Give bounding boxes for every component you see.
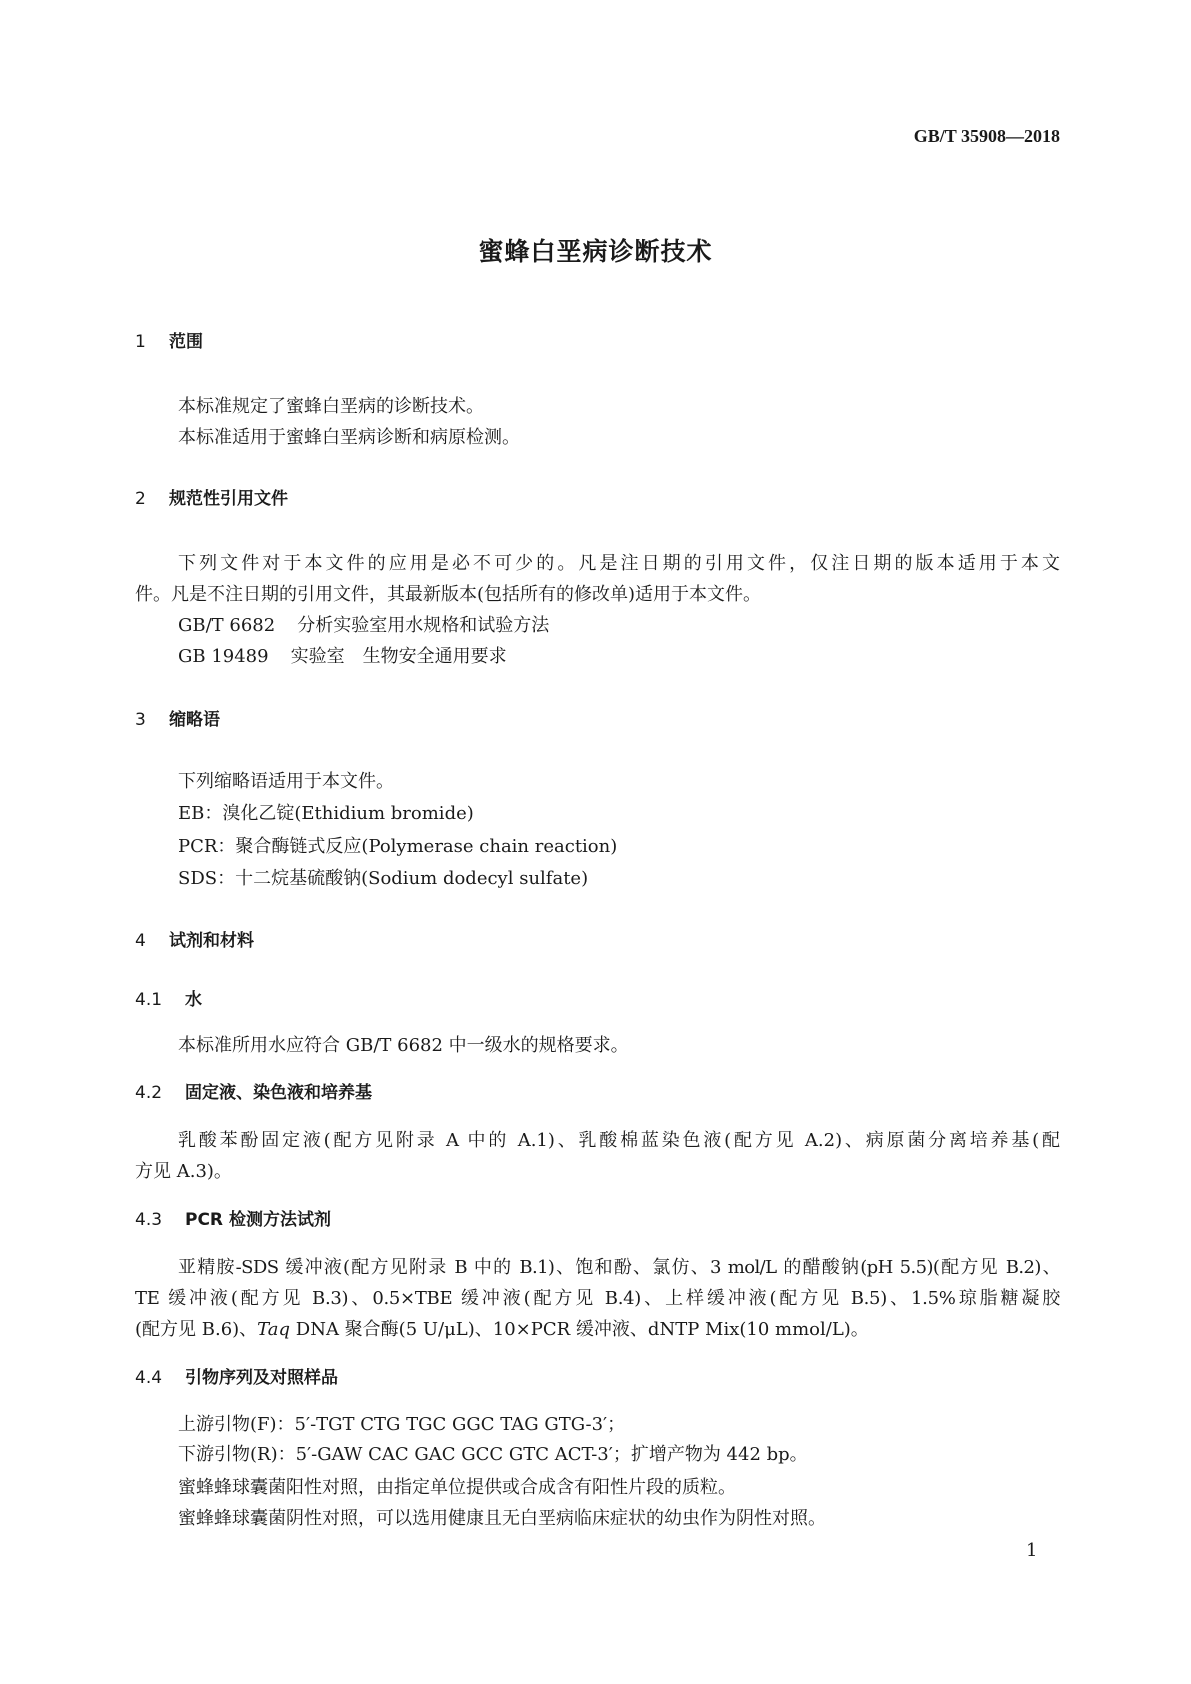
section-2-heading xyxy=(135,487,288,511)
positive-control: 蜜蜂蜂球囊菌阳性对照，由指定单位提供或合成含有阳性片段的质粒。 xyxy=(178,1477,736,1498)
text-run: (配方见 B.6)、 xyxy=(135,1319,258,1340)
section-title: 引物序列及对照样品 xyxy=(185,1368,338,1388)
page-number: 1 xyxy=(1026,1540,1038,1561)
section-title: 缩略语 xyxy=(169,710,220,730)
section-number: 4.4 xyxy=(135,1368,163,1388)
section-title: 范围 xyxy=(169,332,203,352)
section-title: 规范性引用文件 xyxy=(169,489,288,509)
italic-taq: Taq xyxy=(257,1319,291,1340)
reference-code: GB 19489 xyxy=(178,646,269,667)
section-4-1-heading xyxy=(135,988,202,1012)
section-number: 4 xyxy=(135,931,146,951)
abbreviation-item: SDS：十二烷基硫酸钠(Sodium dodecyl sulfate) xyxy=(178,868,589,889)
abbreviation-item: EB：溴化乙锭(Ethidium bromide) xyxy=(178,803,474,824)
section-title: 固定液、染色液和培养基 xyxy=(185,1083,372,1103)
reference-title: 分析实验室用水规格和试验方法 xyxy=(297,615,550,636)
paragraph-line xyxy=(135,1318,869,1342)
reference-item xyxy=(178,645,507,669)
section-4-3-heading xyxy=(135,1208,331,1232)
paragraph-line: 本标准适用于蜜蜂白垩病诊断和病原检测。 xyxy=(178,427,520,448)
paragraph-line: 下列文件对于本文件的应用是必不可少的。凡是注日期的引用文件，仅注日期的版本适用于本文 xyxy=(178,553,1060,574)
section-number: 4.3 xyxy=(135,1210,163,1230)
paragraph-line: 下列缩略语适用于本文件。 xyxy=(178,771,394,792)
paragraph-line: 件。凡是不注日期的引用文件，其最新版本(包括所有的修改单)适用于本文件。 xyxy=(135,584,762,605)
reference-item xyxy=(178,614,549,638)
paragraph-line: 亚精胺-SDS 缓冲液(配方见附录 B 中的 B.1)、饱和酚、氯仿、3 mol/L 的醋酸钠(pH 5.5)(配方见 B.2)、 xyxy=(178,1257,1060,1278)
paragraph-line: 本标准规定了蜜蜂白垩病的诊断技术。 xyxy=(178,396,484,417)
section-4-heading xyxy=(135,929,254,953)
negative-control: 蜜蜂蜂球囊菌阴性对照，可以选用健康且无白垩病临床症状的幼虫作为阴性对照。 xyxy=(178,1508,826,1529)
section-1-heading xyxy=(135,330,203,354)
section-number: 4.2 xyxy=(135,1083,163,1103)
primer-forward: 上游引物(F)：5′-TGT CTG TGC GGC TAG GTG-3′； xyxy=(178,1414,626,1435)
section-4-4-heading xyxy=(135,1366,338,1390)
section-number: 3 xyxy=(135,710,146,730)
section-number: 2 xyxy=(135,489,146,509)
text-run: DNA 聚合酶(5 U/μL)、10×PCR 缓冲液、dNTP Mix(10 mmol/L)。 xyxy=(290,1319,869,1340)
reference-title: 实验室 生物安全通用要求 xyxy=(290,646,507,667)
primer-reverse: 下游引物(R)：5′-GAW CAC GAC GCC GTC ACT-3′；扩增产物为 442 bp。 xyxy=(178,1444,808,1465)
standard-number: GB/T 35908—2018 xyxy=(913,126,1060,146)
section-4-2-heading xyxy=(135,1081,372,1105)
paragraph-line: 本标准所用水应符合 GB/T 6682 中一级水的规格要求。 xyxy=(178,1035,629,1056)
section-number: 1 xyxy=(135,332,146,352)
section-3-heading xyxy=(135,708,220,732)
abbreviation-item: PCR：聚合酶链式反应(Polymerase chain reaction) xyxy=(178,836,618,857)
section-number: 4.1 xyxy=(135,990,163,1010)
document-title: 蜜蜂白垩病诊断技术 xyxy=(478,237,713,266)
paragraph-line: TE 缓冲液(配方见 B.3)、0.5×TBE 缓冲液(配方见 B.4)、上样缓冲液(配方见 B.5)、1.5%琼脂糖凝胶 xyxy=(135,1288,1060,1309)
section-title: 水 xyxy=(185,990,202,1010)
paragraph-line: 方见 A.3)。 xyxy=(135,1161,232,1182)
reference-code: GB/T 6682 xyxy=(178,615,276,636)
paragraph-line: 乳酸苯酚固定液(配方见附录 A 中的 A.1)、乳酸棉蓝染色液(配方见 A.2)、病原菌分离培养基(配 xyxy=(178,1130,1060,1151)
section-title: PCR 检测方法试剂 xyxy=(185,1210,331,1230)
section-title: 试剂和材料 xyxy=(169,931,254,951)
